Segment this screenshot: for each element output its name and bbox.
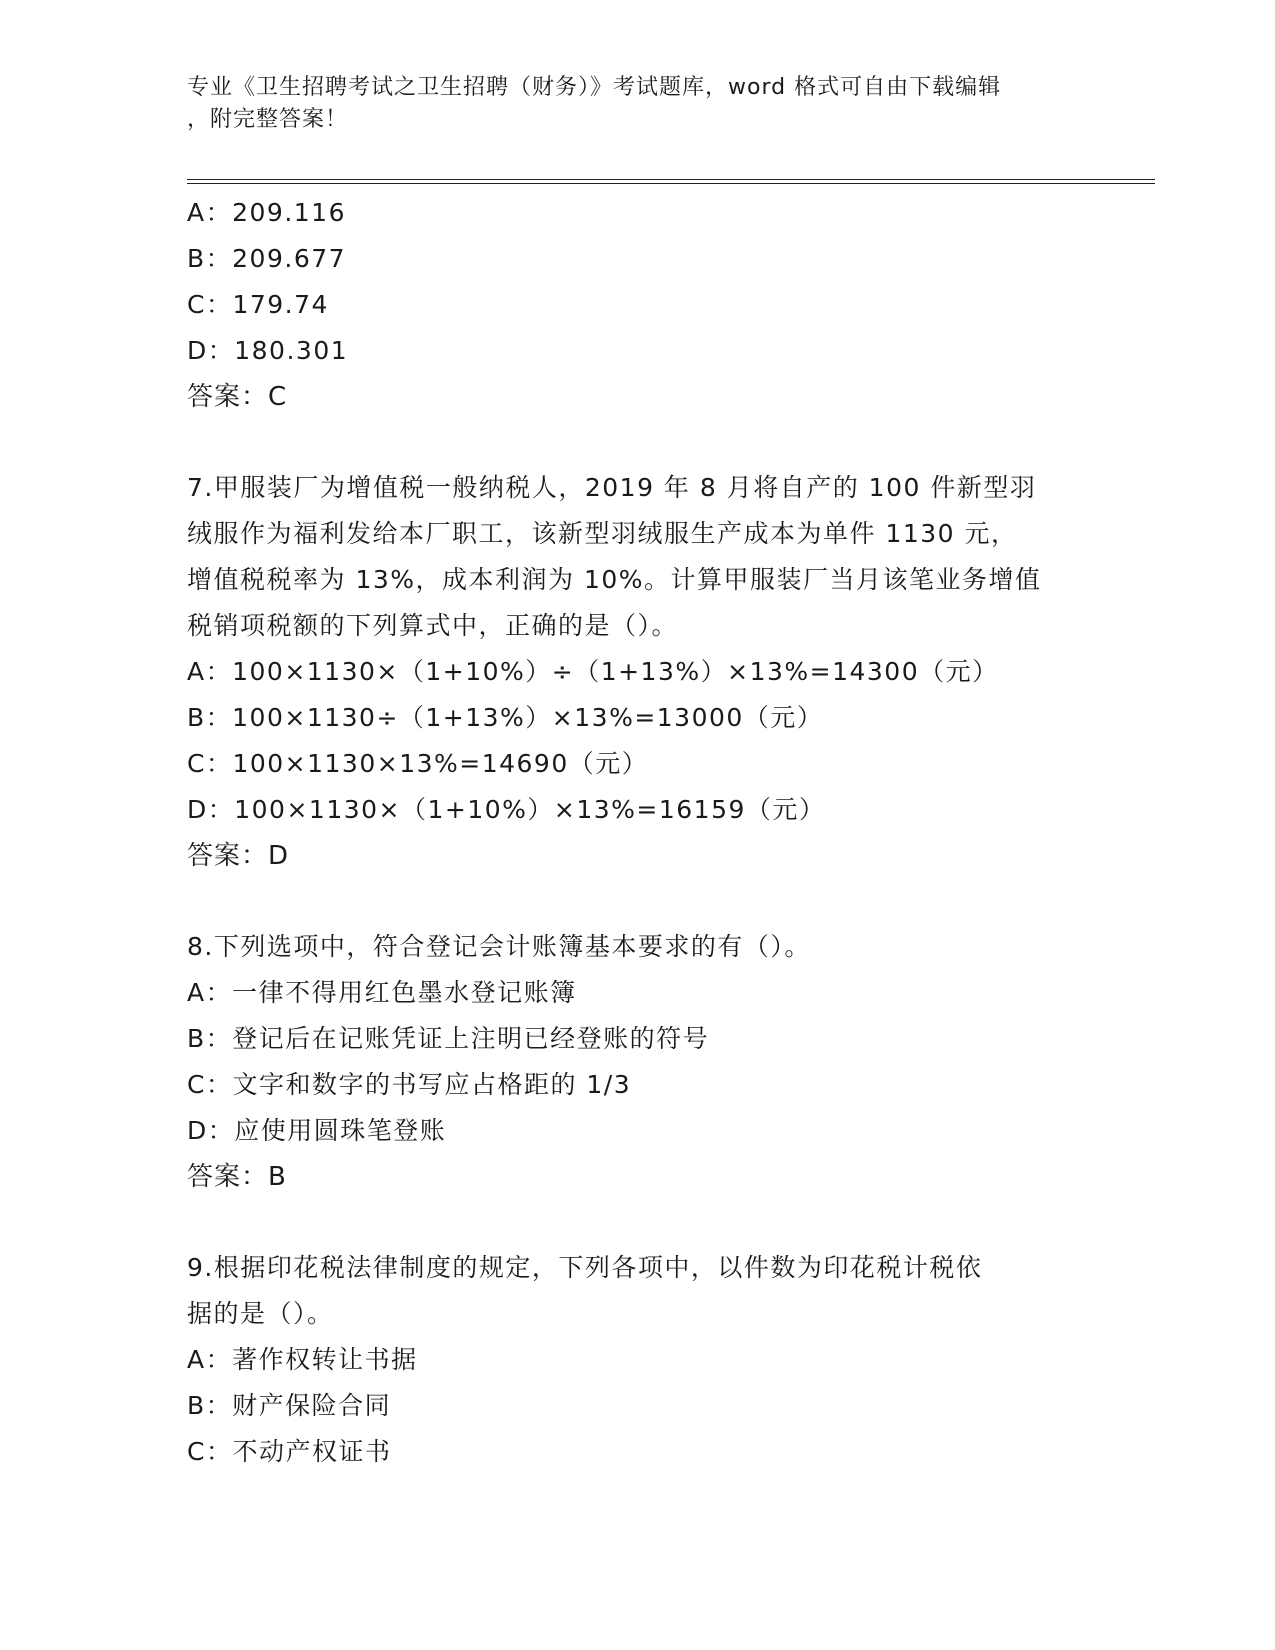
question-9 (187, 1245, 1087, 1475)
question-stem: 9.根据印花税法律制度的规定，下列各项中，以件数为印花税计税依 (187, 1253, 983, 1282)
option-c: C：179.74 (187, 290, 329, 319)
header-line-2: ，附完整答案！ (187, 107, 349, 132)
question-stem: 8.下列选项中，符合登记会计账簿基本要求的有（）。 (187, 932, 811, 961)
question-8 (187, 924, 1087, 1200)
question-content (187, 190, 1087, 1475)
answer: 答案：D (187, 841, 290, 871)
question-stem: 绒服作为福利发给本厂职工，该新型羽绒服生产成本为单件 1130 元， (187, 519, 1018, 548)
option-a: A：209.116 (187, 198, 346, 227)
question-6 (187, 190, 1087, 420)
header-divider-bottom (187, 183, 1155, 184)
option-d: D：180.301 (187, 336, 349, 365)
option-b: B：财产保险合同 (187, 1391, 392, 1420)
option-b: B：100×1130÷（1+13%）×13%=13000（元） (187, 703, 824, 732)
question-stem: 增值税税率为 13%，成本利润为 10%。计算甲服装厂当月该笔业务增值 (187, 565, 1042, 594)
option-a: A：100×1130×（1+10%）÷（1+13%）×13%=14300（元） (187, 657, 999, 686)
answer: 答案：C (187, 382, 288, 412)
option-d: D：应使用圆珠笔登账 (187, 1116, 447, 1145)
header-line-1: 专业《卫生招聘考试之卫生招聘（财务）》考试题库，word 格式可自由下载编辑 (187, 75, 1002, 100)
question-7 (187, 465, 1087, 879)
document-header (187, 72, 1087, 136)
option-a: A：一律不得用红色墨水登记账簿 (187, 978, 577, 1007)
option-c: C：100×1130×13%=14690（元） (187, 749, 649, 778)
option-c: C：不动产权证书 (187, 1437, 392, 1466)
option-a: A：著作权转让书据 (187, 1345, 418, 1374)
answer: 答案：B (187, 1162, 287, 1192)
option-b: B：209.677 (187, 244, 347, 273)
option-b: B：登记后在记账凭证上注明已经登账的符号 (187, 1024, 710, 1053)
question-stem: 7.甲服装厂为增值税一般纳税人，2019 年 8 月将自产的 100 件新型羽 (187, 473, 1037, 502)
question-stem: 据的是（）。 (187, 1299, 334, 1328)
option-d: D：100×1130×（1+10%）×13%=16159（元） (187, 795, 826, 824)
option-c: C：文字和数字的书写应占格距的 1/3 (187, 1070, 632, 1099)
question-stem: 税销项税额的下列算式中，正确的是（）。 (187, 611, 679, 640)
header-divider-top (187, 179, 1155, 180)
